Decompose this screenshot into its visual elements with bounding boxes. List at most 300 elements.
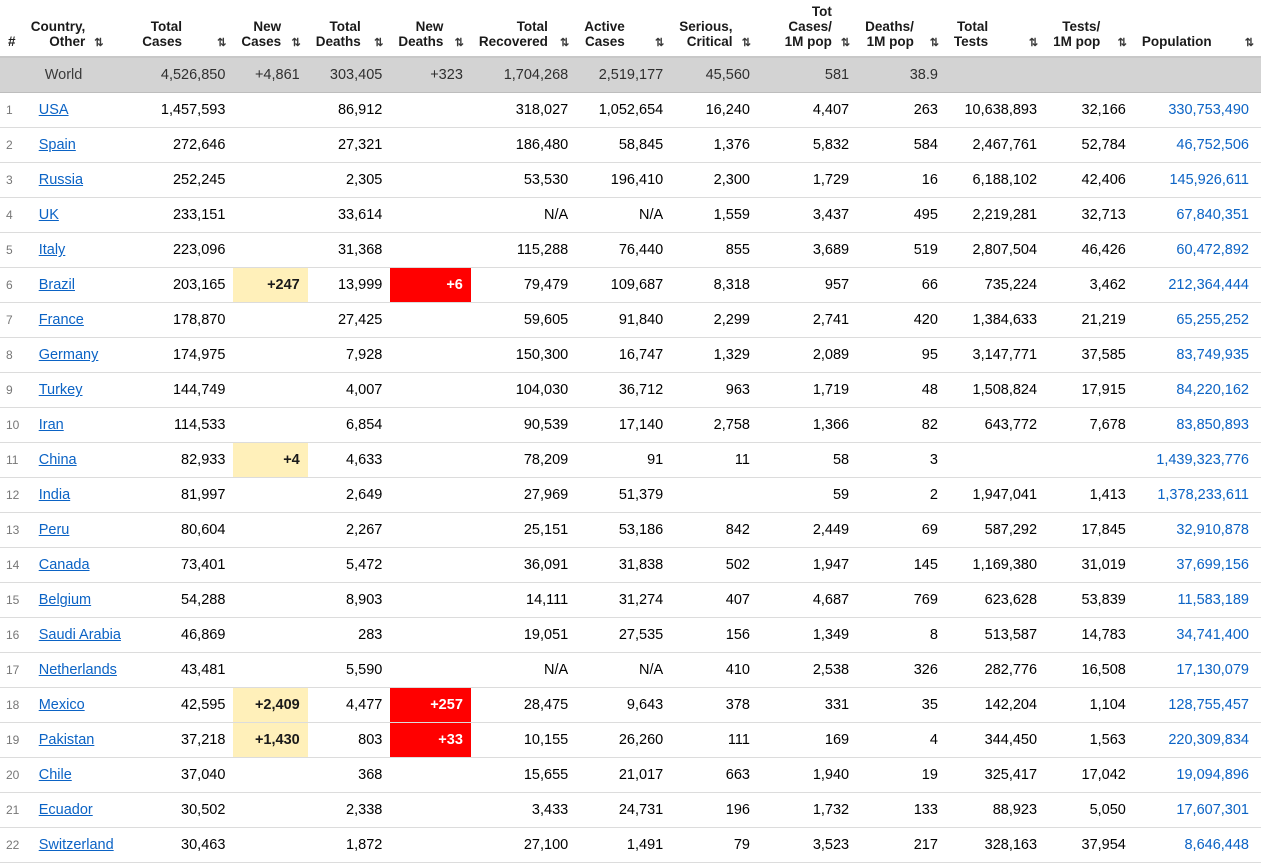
new_deaths-cell	[390, 548, 471, 583]
deaths_per_1m-cell: 584	[857, 128, 946, 163]
total_deaths-cell: 303,405	[308, 57, 391, 93]
total_tests-cell: 623,628	[946, 583, 1045, 618]
table-row	[0, 128, 1261, 163]
tests_per_1m-cell: 53,839	[1045, 583, 1134, 618]
total_deaths-cell: 2,338	[308, 793, 391, 828]
row-number: 6	[0, 268, 23, 303]
country-cell: World	[23, 57, 135, 93]
serious_critical-cell: 111	[671, 723, 758, 758]
cases_per_1m-cell: 1,349	[758, 618, 857, 653]
table-row	[0, 653, 1261, 688]
new_deaths-cell	[390, 93, 471, 128]
serious_critical-cell: 16,240	[671, 93, 758, 128]
total_deaths-cell: 283	[308, 618, 391, 653]
deaths_per_1m-cell: 263	[857, 93, 946, 128]
new_cases-cell	[233, 128, 307, 163]
active_cases-cell: 17,140	[576, 408, 671, 443]
total_tests-cell	[946, 57, 1045, 93]
country-link[interactable]: Turkey	[38, 382, 83, 399]
country-cell	[23, 653, 135, 688]
tests_per_1m-cell: 1,413	[1045, 478, 1134, 513]
serious_critical-cell: 2,758	[671, 408, 758, 443]
table-row	[0, 793, 1261, 828]
tests_per_1m-cell: 21,219	[1045, 303, 1134, 338]
total_cases-cell: 252,245	[134, 163, 233, 198]
total_tests-cell: 1,169,380	[946, 548, 1045, 583]
new_cases-cell: +247	[233, 268, 307, 303]
sort-arrows-icon[interactable]: ⇅	[560, 37, 569, 50]
row-number: 17	[0, 653, 23, 688]
population-cell: 83,749,935	[1134, 338, 1261, 373]
total_recovered-cell: 104,030	[471, 373, 576, 408]
row-number: 8	[0, 338, 23, 373]
country-link[interactable]: Ecuador	[38, 802, 93, 819]
sort-arrows-icon[interactable]: ⇅	[1028, 37, 1038, 50]
total_cases-cell: 4,526,850	[134, 57, 233, 93]
row-number: 1	[0, 93, 23, 128]
column-header-label: Total Recovered	[478, 19, 548, 50]
column-header-label: Country, Other	[30, 19, 86, 50]
total_recovered-cell: 1,704,268	[471, 57, 576, 93]
serious_critical-cell: 196	[671, 793, 758, 828]
total_deaths-cell: 27,321	[308, 128, 391, 163]
deaths_per_1m-cell: 66	[857, 268, 946, 303]
new_deaths-cell	[390, 793, 471, 828]
total_tests-cell: 2,219,281	[946, 198, 1045, 233]
population-cell: 220,309,834	[1134, 723, 1261, 758]
row-number: 13	[0, 513, 23, 548]
total_deaths-cell: 33,614	[308, 198, 391, 233]
total_deaths-cell: 1,872	[308, 828, 391, 863]
total_recovered-cell: 28,475	[471, 688, 576, 723]
country-link[interactable]: India	[38, 487, 71, 504]
total_cases-cell: 42,595	[134, 688, 233, 723]
table-row	[0, 198, 1261, 233]
total_cases-cell: 178,870	[134, 303, 233, 338]
serious_critical-cell: 11	[671, 443, 758, 478]
total_cases-cell: 80,604	[134, 513, 233, 548]
serious_critical-cell: 79	[671, 828, 758, 863]
total_tests-cell: 88,923	[946, 793, 1045, 828]
column-header-total_tests[interactable]	[946, 0, 1045, 57]
country-link[interactable]: Canada	[38, 557, 90, 574]
country-cell	[23, 548, 135, 583]
cases_per_1m-cell: 3,689	[758, 233, 857, 268]
serious_critical-cell: 156	[671, 618, 758, 653]
sort-arrows-icon[interactable]: ⇅	[1244, 37, 1253, 50]
serious_critical-cell	[671, 478, 758, 513]
total_cases-cell: 272,646	[134, 128, 233, 163]
column-header-serious_critical[interactable]	[671, 0, 758, 57]
total_deaths-cell: 2,267	[308, 513, 391, 548]
column-header-label: Total Deaths	[315, 19, 361, 50]
column-header-country[interactable]	[23, 0, 135, 57]
total_tests-cell: 1,508,824	[946, 373, 1045, 408]
deaths_per_1m-cell: 217	[857, 828, 946, 863]
country-cell	[23, 373, 135, 408]
population-cell: 37,699,156	[1134, 548, 1261, 583]
new_cases-cell	[233, 618, 307, 653]
row-number: 4	[0, 198, 23, 233]
table-row	[0, 548, 1261, 583]
sort-arrows-icon[interactable]: ⇅	[1117, 37, 1126, 50]
cases_per_1m-cell: 3,437	[758, 198, 857, 233]
country-cell	[23, 163, 135, 198]
column-header-total_cases[interactable]	[134, 0, 233, 57]
country-link[interactable]: Saudi Arabia	[38, 627, 121, 644]
country-cell	[23, 688, 135, 723]
active_cases-cell: 36,712	[576, 373, 671, 408]
country-cell	[23, 338, 135, 373]
total_tests-cell: 282,776	[946, 653, 1045, 688]
total_tests-cell: 735,224	[946, 268, 1045, 303]
total_cases-cell: 73,401	[134, 548, 233, 583]
total_recovered-cell: 115,288	[471, 233, 576, 268]
country-link[interactable]: Italy	[38, 242, 66, 259]
total_deaths-cell: 5,590	[308, 653, 391, 688]
population-cell: 8,646,448	[1134, 828, 1261, 863]
cases_per_1m-cell: 1,729	[758, 163, 857, 198]
column-header-new_deaths[interactable]	[390, 0, 471, 57]
population-cell: 32,910,878	[1134, 513, 1261, 548]
deaths_per_1m-cell: 35	[857, 688, 946, 723]
new_deaths-cell: +33	[390, 723, 471, 758]
column-header-label: Deaths/ 1M pop	[865, 19, 914, 50]
active_cases-cell: 58,845	[576, 128, 671, 163]
sort-arrows-icon[interactable]: ⇅	[454, 37, 463, 50]
new_cases-cell	[233, 653, 307, 688]
population-cell: 67,840,351	[1134, 198, 1261, 233]
population-cell: 46,752,506	[1134, 128, 1261, 163]
world-total-row	[0, 57, 1261, 93]
country-link[interactable]: Netherlands	[38, 662, 117, 679]
country-link[interactable]: France	[38, 312, 84, 329]
new_cases-cell: +1,430	[233, 723, 307, 758]
total_recovered-cell: 53,530	[471, 163, 576, 198]
deaths_per_1m-cell: 145	[857, 548, 946, 583]
total_tests-cell: 328,163	[946, 828, 1045, 863]
table-row	[0, 478, 1261, 513]
total_recovered-cell: 3,433	[471, 793, 576, 828]
total_cases-cell: 43,481	[134, 653, 233, 688]
new_deaths-cell	[390, 373, 471, 408]
total_tests-cell: 142,204	[946, 688, 1045, 723]
row-number: 3	[0, 163, 23, 198]
population-cell: 84,220,162	[1134, 373, 1261, 408]
new_deaths-cell	[390, 233, 471, 268]
new_deaths-cell: +6	[390, 268, 471, 303]
column-header-label: Total Tests	[953, 19, 989, 50]
new_cases-cell	[233, 478, 307, 513]
total_cases-cell: 37,040	[134, 758, 233, 793]
row-number: 18	[0, 688, 23, 723]
deaths_per_1m-cell: 95	[857, 338, 946, 373]
total_deaths-cell: 86,912	[308, 93, 391, 128]
column-header-label: Total Cases	[142, 19, 183, 50]
table-row	[0, 373, 1261, 408]
country-link[interactable]: China	[38, 452, 77, 469]
serious_critical-cell: 2,300	[671, 163, 758, 198]
serious_critical-cell: 1,376	[671, 128, 758, 163]
deaths_per_1m-cell: 420	[857, 303, 946, 338]
row-number: 21	[0, 793, 23, 828]
country-cell	[23, 618, 135, 653]
country-link[interactable]: Switzerland	[38, 837, 114, 854]
deaths_per_1m-cell: 82	[857, 408, 946, 443]
sort-arrows-icon[interactable]: ⇅	[291, 37, 300, 50]
table-row	[0, 303, 1261, 338]
column-header-deaths_per_1m[interactable]	[857, 0, 946, 57]
new_cases-cell: +2,409	[233, 688, 307, 723]
column-header-new_cases[interactable]	[233, 0, 307, 57]
deaths_per_1m-cell: 69	[857, 513, 946, 548]
cases_per_1m-cell: 1,947	[758, 548, 857, 583]
active_cases-cell: 51,379	[576, 478, 671, 513]
new_cases-cell	[233, 828, 307, 863]
new_deaths-cell	[390, 478, 471, 513]
tests_per_1m-cell: 3,462	[1045, 268, 1134, 303]
total_deaths-cell: 368	[308, 758, 391, 793]
row-number: 9	[0, 373, 23, 408]
column-header-label: Active Cases	[584, 19, 625, 50]
column-header-active_cases[interactable]	[576, 0, 671, 57]
table-row	[0, 688, 1261, 723]
new_cases-cell	[233, 793, 307, 828]
total_cases-cell: 30,502	[134, 793, 233, 828]
cases_per_1m-cell: 4,407	[758, 93, 857, 128]
country-link[interactable]: Chile	[38, 767, 72, 784]
deaths_per_1m-cell: 48	[857, 373, 946, 408]
deaths_per_1m-cell: 519	[857, 233, 946, 268]
country-link[interactable]: Iran	[38, 417, 64, 434]
table-row	[0, 443, 1261, 478]
deaths_per_1m-cell: 769	[857, 583, 946, 618]
total_deaths-cell: 4,633	[308, 443, 391, 478]
sort-arrows-icon[interactable]: ⇅	[929, 37, 938, 50]
new_deaths-cell	[390, 128, 471, 163]
cases_per_1m-cell: 2,538	[758, 653, 857, 688]
tests_per_1m-cell: 14,783	[1045, 618, 1134, 653]
table-row	[0, 408, 1261, 443]
total_deaths-cell: 5,472	[308, 548, 391, 583]
column-header-population[interactable]	[1134, 0, 1261, 57]
column-header-label: New Deaths	[398, 19, 444, 50]
active_cases-cell: 109,687	[576, 268, 671, 303]
total_cases-cell: 54,288	[134, 583, 233, 618]
total_tests-cell: 3,147,771	[946, 338, 1045, 373]
total_tests-cell	[946, 443, 1045, 478]
country-cell	[23, 583, 135, 618]
tests_per_1m-cell: 17,915	[1045, 373, 1134, 408]
column-header-label: Tot Cases/ 1M pop	[784, 4, 832, 50]
country-link[interactable]: UK	[38, 207, 59, 224]
tests_per_1m-cell: 17,845	[1045, 513, 1134, 548]
column-header-cases_per_1m[interactable]	[758, 0, 857, 57]
cases_per_1m-cell: 2,449	[758, 513, 857, 548]
cases_per_1m-cell: 59	[758, 478, 857, 513]
table-body	[0, 57, 1261, 863]
column-header-total_deaths[interactable]	[308, 0, 391, 57]
active_cases-cell: 2,519,177	[576, 57, 671, 93]
tests_per_1m-cell: 37,585	[1045, 338, 1134, 373]
sort-arrows-icon[interactable]: ⇅	[94, 37, 103, 50]
row-number: 12	[0, 478, 23, 513]
total_recovered-cell: 36,091	[471, 548, 576, 583]
sort-arrows-icon[interactable]: ⇅	[741, 37, 750, 50]
population-cell: 83,850,893	[1134, 408, 1261, 443]
serious_critical-cell: 45,560	[671, 57, 758, 93]
tests_per_1m-cell: 1,563	[1045, 723, 1134, 758]
row-number: 7	[0, 303, 23, 338]
tests_per_1m-cell: 1,104	[1045, 688, 1134, 723]
total_cases-cell: 203,165	[134, 268, 233, 303]
table-row	[0, 618, 1261, 653]
active_cases-cell: 76,440	[576, 233, 671, 268]
active_cases-cell: 24,731	[576, 793, 671, 828]
sort-arrows-icon[interactable]: ⇅	[840, 37, 850, 50]
deaths_per_1m-cell: 2	[857, 478, 946, 513]
cases_per_1m-cell: 581	[758, 57, 857, 93]
total_cases-cell: 81,997	[134, 478, 233, 513]
table-row	[0, 723, 1261, 758]
country-link[interactable]: USA	[38, 102, 69, 119]
new_deaths-cell	[390, 758, 471, 793]
total_tests-cell: 6,188,102	[946, 163, 1045, 198]
country-link[interactable]: Belgium	[38, 592, 92, 609]
serious_critical-cell: 502	[671, 548, 758, 583]
serious_critical-cell: 407	[671, 583, 758, 618]
total_tests-cell: 2,807,504	[946, 233, 1045, 268]
column-header-total_recovered[interactable]	[471, 0, 576, 57]
active_cases-cell: 9,643	[576, 688, 671, 723]
total_recovered-cell: 14,111	[471, 583, 576, 618]
total_cases-cell: 37,218	[134, 723, 233, 758]
sort-arrows-icon[interactable]: ⇅	[217, 37, 226, 50]
new_deaths-cell	[390, 828, 471, 863]
cases_per_1m-cell: 331	[758, 688, 857, 723]
active_cases-cell: 91,840	[576, 303, 671, 338]
new_deaths-cell	[390, 618, 471, 653]
new_cases-cell	[233, 198, 307, 233]
cases_per_1m-cell: 169	[758, 723, 857, 758]
row-number	[0, 57, 23, 93]
population-cell: 1,439,323,776	[1134, 443, 1261, 478]
column-header-label: #	[8, 34, 16, 50]
total_recovered-cell: 19,051	[471, 618, 576, 653]
new_deaths-cell	[390, 198, 471, 233]
row-number: 2	[0, 128, 23, 163]
country-link[interactable]: Pakistan	[38, 732, 95, 749]
cases_per_1m-cell: 1,732	[758, 793, 857, 828]
total_tests-cell: 1,384,633	[946, 303, 1045, 338]
new_deaths-cell	[390, 513, 471, 548]
total_recovered-cell: 318,027	[471, 93, 576, 128]
row-number: 11	[0, 443, 23, 478]
sort-arrows-icon[interactable]: ⇅	[374, 37, 383, 50]
total_recovered-cell: 78,209	[471, 443, 576, 478]
deaths_per_1m-cell: 133	[857, 793, 946, 828]
total_recovered-cell: 90,539	[471, 408, 576, 443]
country-link[interactable]: Russia	[38, 172, 84, 189]
column-header-num[interactable]	[0, 0, 23, 57]
population-cell	[1134, 57, 1261, 93]
tests_per_1m-cell: 37,954	[1045, 828, 1134, 863]
total_recovered-cell: 27,969	[471, 478, 576, 513]
cases_per_1m-cell: 4,687	[758, 583, 857, 618]
country-cell	[23, 513, 135, 548]
column-header-label: Population	[1141, 34, 1212, 50]
total_recovered-cell: N/A	[471, 653, 576, 688]
table-row	[0, 93, 1261, 128]
country-link[interactable]: Spain	[38, 137, 76, 154]
new_cases-cell	[233, 583, 307, 618]
deaths_per_1m-cell: 16	[857, 163, 946, 198]
population-cell: 128,755,457	[1134, 688, 1261, 723]
population-cell: 17,607,301	[1134, 793, 1261, 828]
new_deaths-cell	[390, 338, 471, 373]
country-cell	[23, 198, 135, 233]
column-header-label: Serious, Critical	[679, 19, 733, 50]
row-number: 14	[0, 548, 23, 583]
population-cell: 330,753,490	[1134, 93, 1261, 128]
active_cases-cell: 16,747	[576, 338, 671, 373]
total_deaths-cell: 2,649	[308, 478, 391, 513]
new_cases-cell: +4	[233, 443, 307, 478]
column-header-tests_per_1m[interactable]	[1045, 0, 1134, 57]
country-link[interactable]: Brazil	[38, 277, 75, 294]
new_deaths-cell: +323	[390, 57, 471, 93]
country-link[interactable]: Peru	[38, 522, 70, 539]
total_deaths-cell: 2,305	[308, 163, 391, 198]
new_cases-cell	[233, 233, 307, 268]
total_recovered-cell: 25,151	[471, 513, 576, 548]
cases_per_1m-cell: 2,741	[758, 303, 857, 338]
table-row	[0, 758, 1261, 793]
tests_per_1m-cell: 7,678	[1045, 408, 1134, 443]
deaths_per_1m-cell: 19	[857, 758, 946, 793]
total_cases-cell: 1,457,593	[134, 93, 233, 128]
population-cell: 65,255,252	[1134, 303, 1261, 338]
new_cases-cell	[233, 163, 307, 198]
population-cell: 145,926,611	[1134, 163, 1261, 198]
total_tests-cell: 513,587	[946, 618, 1045, 653]
new_cases-cell: +4,861	[233, 57, 307, 93]
new_cases-cell	[233, 338, 307, 373]
total_deaths-cell: 6,854	[308, 408, 391, 443]
serious_critical-cell: 2,299	[671, 303, 758, 338]
active_cases-cell: 21,017	[576, 758, 671, 793]
active_cases-cell: 26,260	[576, 723, 671, 758]
deaths_per_1m-cell: 3	[857, 443, 946, 478]
total_tests-cell: 344,450	[946, 723, 1045, 758]
total_tests-cell: 1,947,041	[946, 478, 1045, 513]
deaths_per_1m-cell: 4	[857, 723, 946, 758]
total_recovered-cell: 79,479	[471, 268, 576, 303]
column-header-label: Tests/ 1M pop	[1053, 19, 1101, 50]
cases_per_1m-cell: 957	[758, 268, 857, 303]
sort-arrows-icon[interactable]: ⇅	[655, 37, 664, 50]
tests_per_1m-cell: 32,166	[1045, 93, 1134, 128]
total_recovered-cell: N/A	[471, 198, 576, 233]
new_deaths-cell	[390, 443, 471, 478]
country-cell	[23, 128, 135, 163]
tests_per_1m-cell: 5,050	[1045, 793, 1134, 828]
country-link[interactable]: Germany	[38, 347, 99, 364]
total_cases-cell: 233,151	[134, 198, 233, 233]
serious_critical-cell: 963	[671, 373, 758, 408]
country-link[interactable]: Mexico	[38, 697, 85, 714]
country-cell	[23, 443, 135, 478]
